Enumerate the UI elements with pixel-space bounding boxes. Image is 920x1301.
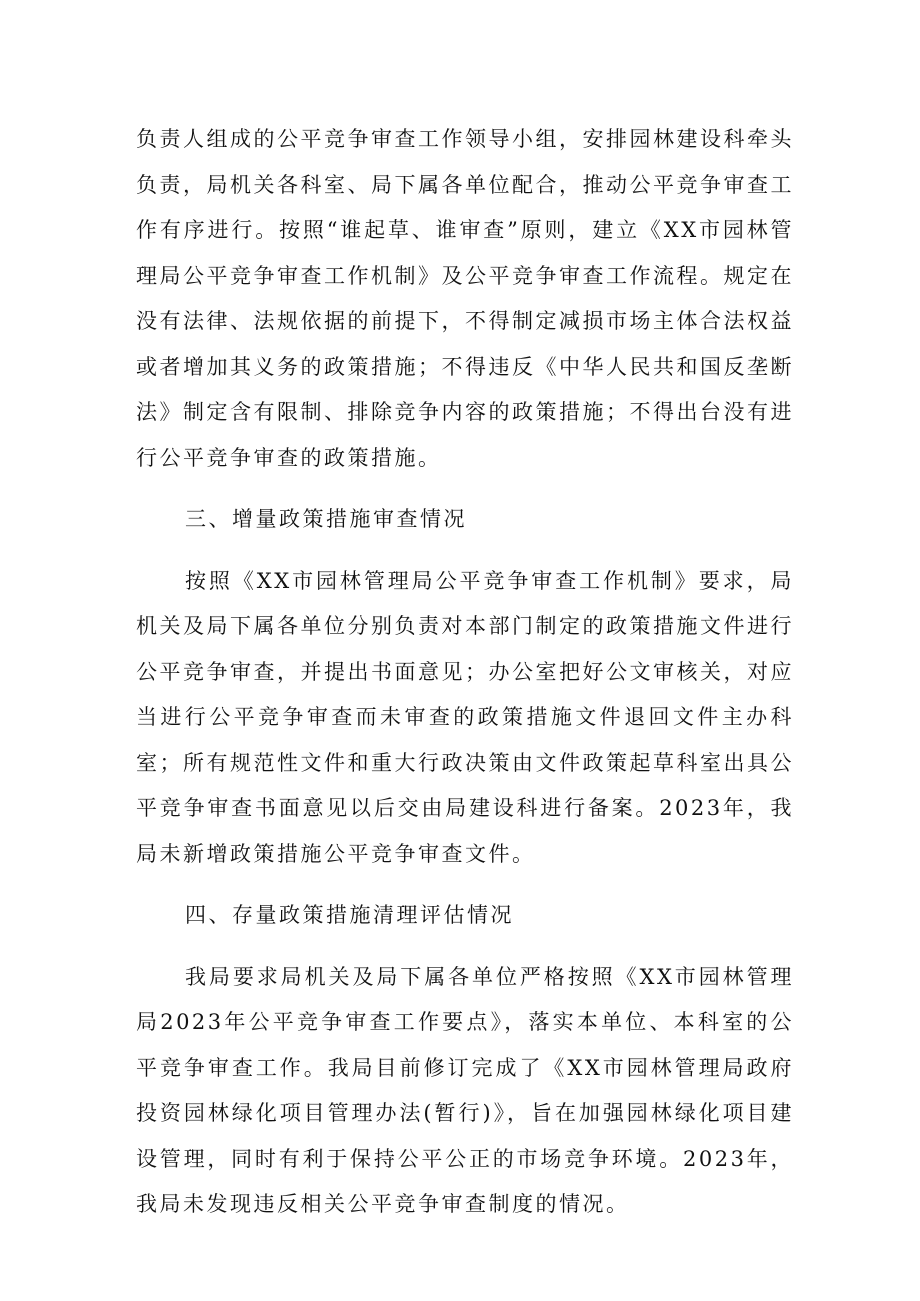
section-heading-incremental-review: 三、增量政策措施审查情况 xyxy=(185,507,467,531)
paragraph-incremental-review: 按照《XX市园林管理局公平竞争审查工作机制》要求，局机关及局下属各单位分别负责对本部门制定的政策措施文件进行公平竞争审查，并提出书面意见；办公室把好公文审核关，对应当进行公平竞争审查而未审查的政策措施文件退回文件主办科室；所有规范性文件和重大行政决策由文件政策起草科室出具公平竞争审查书面意见以后交由局建设科进行备案。2023年，我局未新增政策措施公平竞争审查文件。 xyxy=(136,568,794,866)
paragraph-stock-review: 我局要求局机关及局下属各单位严格按照《XX市园林管理局2023年公平竞争审查工作要点》，落实本单位、本科室的公平竞争审查工作。我局目前修订完成了《XX市园林管理局政府投资园林绿化项目管理办法(暂行)》，旨在加强园林绿化项目建设管理，同时有利于保持公平公正的市场竞争环境。2023年，我局未发现违反相关公平竞争审查制度的情况。 xyxy=(136,964,794,1216)
document-page xyxy=(136,117,794,1228)
paragraph-working-group: 负责人组成的公平竞争审查工作领导小组，安排园林建设科牵头负责，局机关各科室、局下属各单位配合，推动公平竞争审查工作有序进行。按照“谁起草、谁审查”原则，建立《XX市园林管理局公平竞争审查工作机制》及公平竞争审查工作流程。规定在没有法律、法规依据的前提下，不得制定减损市场主体合法权益或者增加其义务的政策措施；不得违反《中华人民共和国反垄断法》制定含有限制、排除竞争内容的政策措施；不得出台没有进行公平竞争审查的政策措施。 xyxy=(136,127,794,470)
section-heading-stock-review: 四、存量政策措施清理评估情况 xyxy=(185,903,514,927)
